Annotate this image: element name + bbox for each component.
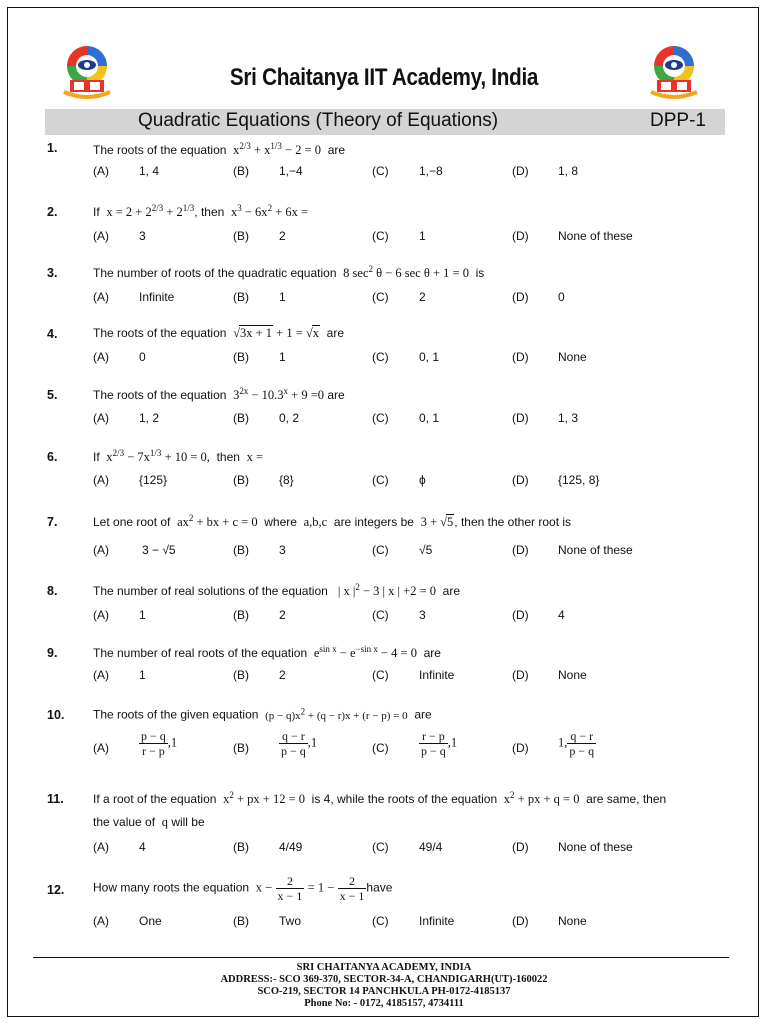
option-label: (C)	[372, 411, 389, 425]
option-label: (A)	[93, 350, 109, 364]
option-value: 1, 2	[139, 411, 160, 425]
option-label: (D)	[512, 914, 529, 928]
option-label: (B)	[233, 290, 249, 304]
option-label: (D)	[512, 840, 529, 854]
question-number: 10.	[47, 708, 65, 722]
question-number: 9.	[47, 646, 58, 660]
footer-branch: SCO-219, SECTOR 14 PANCHKULA PH-0172-4185137	[257, 986, 511, 997]
option-value: ϕ	[419, 473, 426, 487]
option-value: 1	[419, 229, 426, 243]
option-label: (D)	[512, 411, 529, 425]
page-border	[7, 7, 759, 1017]
option-value: None	[558, 668, 587, 682]
option-label: (D)	[512, 290, 529, 304]
dpp-label: DPP-1	[650, 110, 706, 131]
option-label: (D)	[512, 473, 529, 487]
option-label: (D)	[512, 668, 529, 682]
option-label: (B)	[233, 229, 249, 243]
option-label: (A)	[93, 164, 109, 178]
question-number: 5.	[47, 388, 58, 402]
option-label: (D)	[512, 164, 529, 178]
option-value: {8}	[279, 473, 294, 487]
option-label: (D)	[512, 543, 529, 557]
option-label: (B)	[233, 411, 249, 425]
option-value: 4	[139, 840, 146, 854]
question-text: The number of real roots of the equation $e^{sin x} - e^{-sin x} - 4 = 0$ are	[93, 644, 441, 661]
option-label: (C)	[372, 350, 389, 364]
option-label: (A)	[93, 741, 109, 755]
option-value: 1, 3	[558, 411, 579, 425]
question-text: The roots of the equation $x^{2/3} + x^{1/3} - 2 = 0$ are	[93, 141, 346, 158]
option-value: {125, 8}	[558, 473, 600, 487]
option-value: √5	[419, 543, 433, 557]
option-value: 1	[139, 668, 146, 682]
option-value: 0, 1	[419, 350, 440, 364]
option-value: 49/4	[419, 840, 443, 854]
question-number: 2.	[47, 205, 58, 219]
option-label: (B)	[233, 840, 249, 854]
option-label: (C)	[372, 840, 389, 854]
option-label: (C)	[372, 668, 389, 682]
option-value: 4/49	[279, 840, 303, 854]
option-value: Infinite	[419, 668, 455, 682]
question-text: The roots of the equation $3^{2x} - 10.3^x + 9 =0$ are	[93, 386, 345, 403]
option-value: Infinite	[419, 914, 455, 928]
option-label: (A)	[93, 668, 109, 682]
option-value: 1,−4	[279, 164, 303, 178]
footer-phone: Phone No: - 0172, 4185157, 4734111	[304, 998, 464, 1009]
question-text: How many roots the equation x − $\frac{2}{x - 1}$ = 1 − $\frac{2}{x - 1}$ have	[93, 874, 393, 903]
question-text: The roots of the equation √3x + 1 + 1 = √x are	[93, 326, 345, 340]
option-value: 3	[139, 229, 146, 243]
question-number: 6.	[47, 450, 58, 464]
question-text: If $x = 2 + 2^{2/3} + 2^{1/3}$, then $x^3 - 6x^2 + 6x$ =	[93, 203, 309, 220]
option-value: 1	[139, 608, 146, 622]
footer-address: ADDRESS:- SCO 369-370, SECTOR-34-A, CHANDIGARH(UT)-160022	[220, 974, 548, 985]
option-value: 0	[558, 290, 565, 304]
option-label: (A)	[93, 608, 109, 622]
option-value: Infinite	[139, 290, 175, 304]
option-label: (A)	[93, 411, 109, 425]
question-text: The number of roots of the quadratic equation 8 $\sec^2 \theta - 6$ sec θ + 1 = 0 is	[93, 264, 485, 281]
question-number: 3.	[47, 266, 58, 280]
option-value: {125}	[139, 473, 168, 487]
option-label: (B)	[233, 164, 249, 178]
question-text: The roots of the given equation $(p - q)x^2 + (q - r)x + (r - p) = 0$ are	[93, 706, 432, 722]
question-number: 7.	[47, 515, 58, 529]
question-text-continued: the value of q will be	[93, 815, 205, 829]
option-value: 4	[558, 608, 565, 622]
option-label: (B)	[233, 473, 249, 487]
option-value: None of these	[558, 229, 633, 243]
option-value: 2	[419, 290, 426, 304]
footer-divider	[33, 957, 729, 958]
option-value: 2	[279, 229, 286, 243]
option-label: (A)	[93, 473, 109, 487]
option-label: (B)	[233, 350, 249, 364]
option-label: (C)	[372, 608, 389, 622]
option-value: 3 − √5	[142, 543, 176, 557]
option-label: (A)	[93, 543, 109, 557]
option-label: (B)	[233, 543, 249, 557]
option-value: 3	[279, 543, 286, 557]
question-text: If a root of the equation $x^2$ + px + 12 = 0 is 4, while the roots of the equation $x^2$ + px + q = 0 are same, then	[93, 790, 667, 807]
option-value: 1, 8	[558, 164, 579, 178]
option-label: (D)	[512, 350, 529, 364]
option-label: (B)	[233, 668, 249, 682]
option-label: (C)	[372, 741, 389, 755]
topic-title: Quadratic Equations (Theory of Equations)	[138, 110, 499, 131]
option-label: (A)	[93, 229, 109, 243]
option-label: (C)	[372, 164, 389, 178]
option-value: 1, 4	[139, 164, 160, 178]
option-label: (C)	[372, 290, 389, 304]
option-value: 1	[279, 290, 286, 304]
footer-academy: SRI CHAITANYA ACADEMY, INDIA	[296, 962, 472, 973]
question-number: 4.	[47, 327, 58, 341]
option-value: One	[139, 914, 162, 928]
option-value: None	[558, 914, 587, 928]
question-text: If $x^{2/3} - 7x^{1/3} + 10 = 0$, then x =	[93, 448, 264, 465]
question-number: 1.	[47, 141, 58, 155]
option-label: (D)	[512, 229, 529, 243]
option-label: (C)	[372, 914, 389, 928]
option-value: $\frac{r - p}{p - q}$ ,1	[421, 729, 458, 758]
option-value: 3	[419, 608, 426, 622]
option-value: 0	[139, 350, 146, 364]
option-label: (A)	[93, 290, 109, 304]
option-value: None	[558, 350, 587, 364]
academy-title: Sri Chaitanya IIT Academy, India	[229, 64, 539, 91]
option-value: $\frac{q - r}{p - q}$ ,1	[281, 729, 318, 758]
option-label: (C)	[372, 473, 389, 487]
question-number: 12.	[47, 883, 65, 897]
option-value: None of these	[558, 543, 633, 557]
option-label: (B)	[233, 741, 249, 755]
option-value: 0, 2	[279, 411, 300, 425]
option-value: 2	[279, 608, 286, 622]
option-label: (D)	[512, 608, 529, 622]
option-label: (B)	[233, 608, 249, 622]
option-label: (C)	[372, 229, 389, 243]
option-value: None of these	[558, 840, 633, 854]
option-label: (A)	[93, 914, 109, 928]
option-label: (A)	[93, 840, 109, 854]
option-value: 1	[279, 350, 286, 364]
option-value: 1,−8	[419, 164, 443, 178]
question-number: 8.	[47, 584, 58, 598]
option-value: $\frac{p - q}{r - p}$ ,1	[141, 729, 178, 758]
option-value: Two	[279, 914, 302, 928]
option-label: (C)	[372, 543, 389, 557]
option-value: 0, 1	[419, 411, 440, 425]
option-value: 2	[279, 668, 286, 682]
option-label: (B)	[233, 914, 249, 928]
question-text: The number of real solutions of the equation | x $|^2 - 3$ | x | +2 = 0 are	[93, 582, 461, 599]
option-value: 1, $\frac{q - r}{p - q}$	[558, 729, 595, 758]
option-label: (D)	[512, 741, 529, 755]
question-number: 11.	[47, 792, 64, 806]
question-text: Let one root of $ax^2$ + bx + c = 0 where a,b,c are integers be 3 + √5, then the other root is	[93, 513, 572, 530]
